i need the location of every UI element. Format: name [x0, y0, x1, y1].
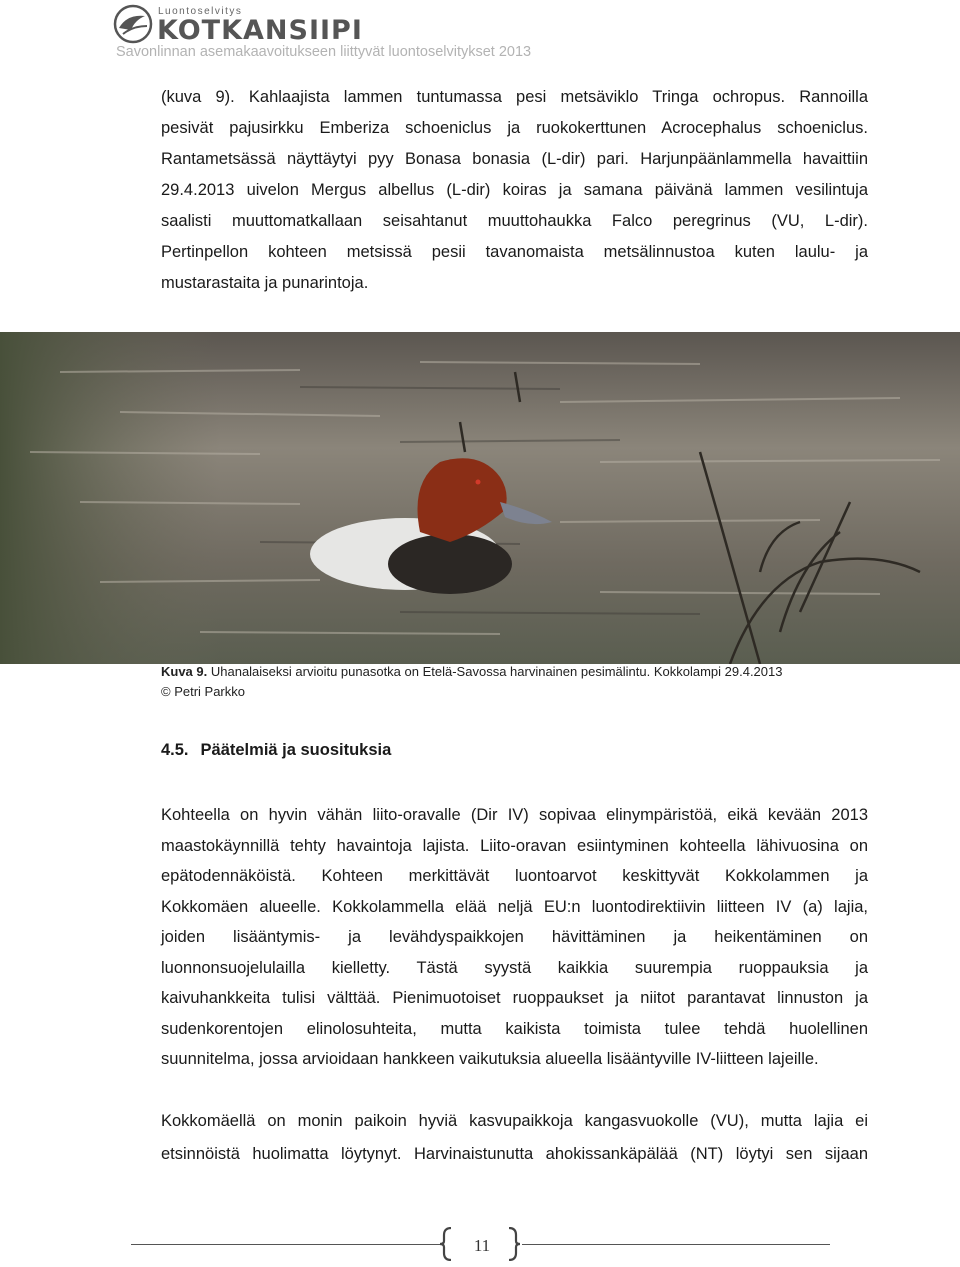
caption-label: Kuva 9.	[161, 664, 208, 679]
brand-name: KOTKANSIIPI	[157, 15, 363, 46]
text-line: epätodennäköistä. Kohteen merkittävät luontoarvot keskittyvät Kokkolammen ja	[161, 867, 868, 885]
pochard-image	[0, 332, 960, 664]
text-line: Kohteella on hyvin vähän liito-oravalle (Dir IV) sopivaa elinympäristöä, eikä kevään 2013	[161, 806, 868, 824]
brace-left-icon	[439, 1227, 455, 1261]
text-line: joiden lisääntymis- ja levähdyspaikkojen hävittäminen ja heikentäminen on	[161, 928, 868, 946]
figure-caption	[161, 662, 881, 702]
brace-right-icon	[505, 1227, 521, 1261]
page-header	[110, 2, 930, 64]
text-line: Pertinpellon kohteen metsissä pesii tavanomaista metsälinnustoa kuten laulu- ja	[161, 243, 868, 261]
caption-text: Uhanalaiseksi arvioitu punasotka on Etelä-Savossa harvinainen pesimälintu. Kokkolampi 29.4.2013	[207, 664, 783, 679]
footer-rule-left	[131, 1244, 441, 1245]
photo-credit: © Petri Parkko	[161, 684, 245, 699]
logo-icon	[113, 4, 153, 44]
text-line: Kokkomäellä on monin paikoin hyviä kasvupaikkoja kangasvuokolle (VU), mutta lajia ei	[161, 1112, 868, 1130]
text-line: sudenkorentojen elinolosuhteita, mutta kaikista toimista tulee tehdä huolellinen	[161, 1019, 868, 1038]
page-number: 11	[473, 1236, 491, 1255]
brand-small: Luontoselvitys	[158, 6, 243, 17]
text-line: maastokäynnillä tehty havaintoja lajista. Liito-oravan esiintyminen kohteella lähivuosina on	[161, 836, 868, 855]
text-line: etsinnöistä huolimatta löytynyt. Harvinaistunutta ahokissankäpälää (NT) löytyi sen sijaan	[161, 1145, 868, 1163]
text-line: Rantametsässä näyttäytyi pyy Bonasa bonasia (L-dir) pari. Harjunpäänlammella havaittiin	[161, 150, 868, 168]
text-line: suunnitelma, jossa arvioidaan hankkeen vaikutuksia alueella lisääntyville IV-liitteen lajeille.	[161, 1050, 819, 1068]
text-line: pesivät pajusirkku Emberiza schoeniclus ja ruokokerttunen Acrocephalus schoeniclus.	[161, 119, 868, 137]
text-line: saalisti muuttomatkallaan seisahtanut muuttohaukka Falco peregrinus (VU, L-dir).	[161, 212, 868, 230]
duck-photo	[0, 332, 960, 664]
section-title: Päätelmiä ja suosituksia	[200, 741, 392, 759]
footer-rule-right	[522, 1244, 830, 1245]
text-line: mustarastaita ja punarintoja.	[161, 274, 369, 292]
text-line: Kokkomäen alueelle. Kokkolammella elää neljä EU:n luontodirektiivin liitteen IV (a) lajia,	[161, 897, 868, 916]
paragraph-conclusions	[161, 800, 868, 1075]
header-subtitle: Savonlinnan asemakaavoitukseen liittyvät luontoselvitykset 2013	[116, 44, 532, 60]
section-number: 4.5.	[161, 741, 189, 759]
text-line: kaivuhankkeita tulisi välttää. Pienimuotoiset ruoppaukset ja niitot parantavat linnuston ja	[161, 989, 868, 1007]
section-heading	[161, 741, 391, 760]
text-line: (kuva 9). Kahlaajista lammen tuntumassa pesi metsäviklo Tringa ochropus. Rannoilla	[161, 88, 868, 106]
paragraph-kokkomaki	[161, 1105, 868, 1171]
text-line: luonnonsuojelulailla kielletty. Tästä syystä kaikkia suurempia ruoppauksia ja	[161, 958, 868, 977]
paragraph-intro	[161, 82, 868, 299]
text-line: 29.4.2013 uivelon Mergus albellus (L-dir) koiras ja samana päivänä lammen vesilintuja	[161, 181, 868, 199]
